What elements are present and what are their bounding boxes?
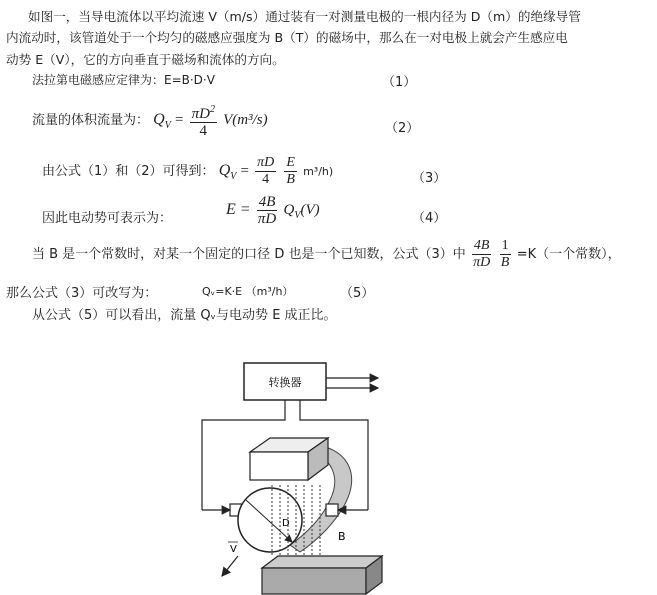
emf-tail: Q — [283, 202, 295, 218]
emf-denominator: πD — [257, 211, 277, 227]
const-after: =K（一个常数）， — [516, 247, 621, 262]
const-before: 当 B 是一个常数时，对某一个固定的口径 D 也是一个已知数，公式（3）中 — [32, 247, 466, 262]
intro-line-3: 动势 E（V），它的方向垂直于磁场和流体的方向。 — [6, 52, 285, 67]
derive-numerator-1: πD — [257, 155, 275, 170]
velocity-label: V — [230, 544, 237, 555]
flow-numerator-sup: 2 — [209, 104, 215, 115]
const-numerator-1: 4B — [473, 238, 490, 253]
derive-denominator-2: B — [286, 172, 295, 187]
flow-denominator: 4 — [199, 123, 207, 139]
pipe-cross-section — [238, 488, 302, 552]
emf-fraction — [257, 194, 278, 227]
diameter-label: D — [282, 518, 290, 529]
equation-number-2: （2） — [385, 121, 420, 136]
equation-number-1: （1） — [382, 75, 417, 90]
derive-denominator-1: 4 — [262, 172, 270, 187]
flow-lhs: Q — [153, 111, 165, 128]
faraday-law: 法拉第电磁感应定律为：E=B·D·V — [32, 73, 215, 87]
flow-fraction — [190, 102, 217, 139]
const-numerator-2: 1 — [501, 238, 509, 253]
flow-equation: 流量的体积流量为： $Q_V$ = $\frac{\pi D^2}{4}$ V(m³/s) — [32, 104, 268, 139]
derive-equation: 由公式（1）和（2）可得到： $Q_V$ = $\frac{\pi D}{4}$ $\frac{E}{B}$ m³/h) — [42, 155, 334, 187]
converter-label: 转换器 — [268, 376, 302, 389]
equation-number-5: （5） — [340, 286, 375, 301]
const-denominator-1: πD — [473, 255, 491, 270]
emf-equation — [226, 194, 320, 227]
derive-fraction-1 — [255, 155, 276, 188]
derive-lhs-sub: V — [230, 171, 237, 183]
const-denominator-2: B — [500, 255, 510, 270]
emf-tail-2: (V) — [300, 202, 320, 218]
const-formula: Qᵥ=K·E （m³/h） — [202, 285, 294, 298]
emf-numerator: 4B — [258, 194, 276, 210]
intro-line-2: 内流动时，该管道处于一个均匀的磁感应强度为 B（T）的磁场中，那么在一对电极上就会产生感应电 — [6, 30, 568, 45]
equation-number-3: （3） — [412, 171, 447, 186]
equation-number-4: （4） — [412, 211, 447, 226]
field-label: B — [338, 530, 346, 543]
emf-label: 因此电动势可表示为： — [42, 211, 173, 226]
derive-lhs: Q — [218, 162, 231, 179]
const-fraction-2 — [500, 238, 511, 271]
electrode-right — [326, 504, 338, 516]
derive-fraction-2 — [284, 155, 297, 188]
emf-lhs: E = — [226, 201, 251, 218]
derive-label: 由公式（1）和（2）可得到： — [42, 164, 215, 179]
intro-line-1: 如图一，当导电流体以平均流速 V（m/s）通过装有一对测量电极的一根内径为 D（m）的绝缘导管 — [28, 9, 581, 24]
flow-numerator: πD — [191, 106, 210, 122]
flow-label: 流量的体积流量为： — [32, 113, 150, 128]
emf-tail-sub: V — [294, 210, 301, 221]
derive-numerator-2: E — [286, 155, 295, 170]
derive-unit: m³/h) — [303, 165, 334, 178]
flow-lhs-sub: V — [164, 120, 171, 132]
const-line-2: 那么公式（3）可改写为： — [6, 286, 158, 301]
const-line-1 — [32, 238, 621, 271]
flowmeter-figure — [190, 360, 390, 595]
conclusion: 从公式（5）可以看出，流量 Qᵥ与电动势 E 成正比。 — [32, 308, 337, 323]
magnet-bottom — [262, 556, 382, 568]
const-fraction-1 — [472, 238, 492, 271]
flow-tail: V(m³/s) — [223, 112, 268, 128]
